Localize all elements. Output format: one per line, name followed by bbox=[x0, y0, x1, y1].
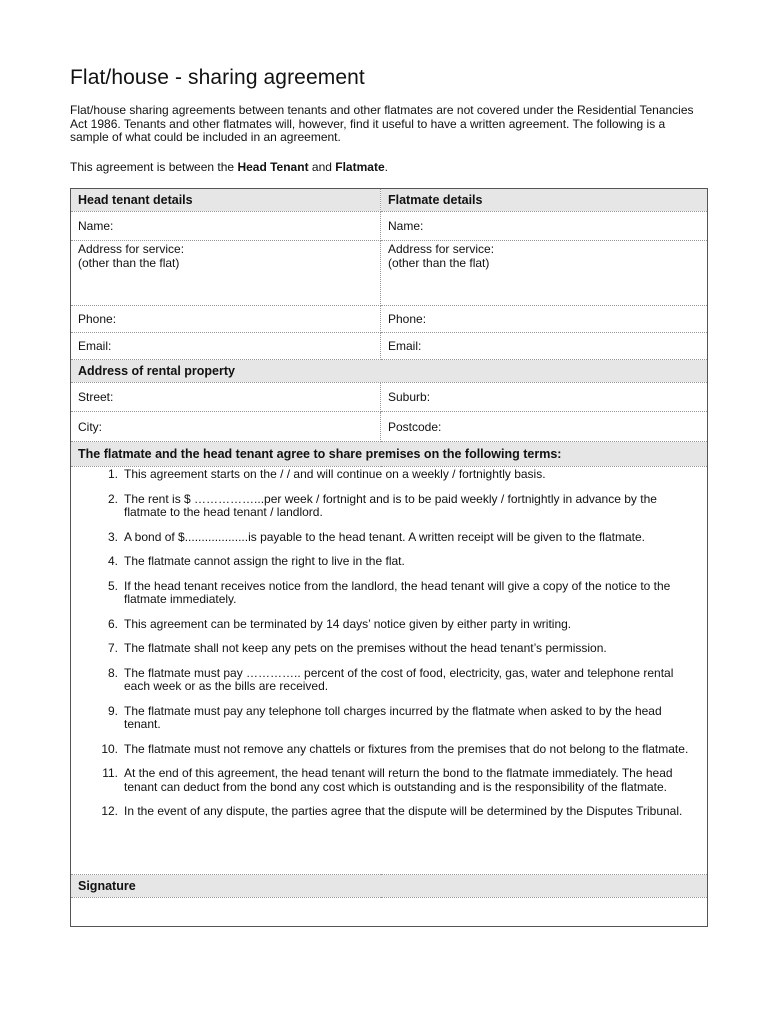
flatmate-name-label: Name: bbox=[388, 219, 424, 233]
term-number: 11. bbox=[102, 766, 118, 780]
term-text: The flatmate must pay ………….. percent of the cost of food, electricity, gas, water and telephone rental each week or as the bills are received. bbox=[124, 665, 674, 693]
term-number: 8. bbox=[107, 665, 118, 680]
term-item bbox=[78, 767, 700, 794]
flatmate-email-label: Email: bbox=[388, 339, 422, 353]
head-tenant-address-field[interactable] bbox=[71, 241, 381, 306]
page-title: Flat/house - sharing agreement bbox=[70, 66, 365, 89]
head-tenant-address-label: Address for service: bbox=[78, 242, 185, 256]
intro-paragraph: Flat/house sharing agreements between tenants and other flatmates are not covered under the Residential Tenancies Act 1986. Tenants and other flatmates will, however, find it useful to have a written agreement. The following is a sample of what could be included in an agreement. bbox=[70, 103, 694, 144]
term-text: The flatmate must pay any telephone toll charges incurred by the flatmate when asked to by the head tenant. bbox=[124, 703, 662, 731]
term-item bbox=[78, 705, 700, 732]
head-tenant-name-field[interactable] bbox=[71, 212, 381, 241]
term-number: 4. bbox=[107, 554, 118, 568]
term-item bbox=[78, 667, 700, 694]
term-item bbox=[78, 743, 700, 757]
term-number: 7. bbox=[107, 641, 118, 655]
suburb-field[interactable] bbox=[381, 383, 708, 412]
parties-prefix: This agreement is between the bbox=[70, 160, 238, 174]
head-tenant-email-field[interactable] bbox=[71, 333, 381, 360]
term-text: At the end of this agreement, the head tenant will return the bond to the flatmate immediately. The head tenant can deduct from the bond any cost which is outstanding and is the responsibility of the flatmate. bbox=[124, 766, 673, 794]
head-tenant-name-label: Name: bbox=[78, 219, 114, 233]
term-number: 12. bbox=[101, 804, 118, 818]
street-label: Street: bbox=[78, 390, 114, 404]
parties-statement bbox=[70, 160, 388, 174]
parties-and: and bbox=[308, 160, 336, 174]
flatmate-address-note: (other than the flat) bbox=[388, 256, 490, 270]
rental-property-heading: Address of rental property bbox=[71, 360, 708, 383]
head-tenant-term: Head Tenant bbox=[237, 160, 309, 174]
head-tenant-address-note: (other than the flat) bbox=[78, 256, 180, 270]
term-number: 3. bbox=[107, 529, 118, 544]
head-tenant-email-label: Email: bbox=[78, 339, 112, 353]
term-text: The flatmate shall not keep any pets on the premises without the head tenant’s permission. bbox=[124, 641, 607, 655]
term-text: In the event of any dispute, the parties agree that the dispute will be determined by the Disputes Tribunal. bbox=[124, 804, 683, 818]
head-tenant-details-heading: Head tenant details bbox=[71, 189, 381, 212]
term-item bbox=[78, 618, 700, 632]
term-number: 10. bbox=[101, 741, 118, 756]
city-label: City: bbox=[78, 419, 102, 434]
agreement-form bbox=[70, 188, 708, 927]
flatmate-term: Flatmate bbox=[335, 160, 385, 174]
flatmate-details-heading: Flatmate details bbox=[381, 189, 708, 212]
term-number: 5. bbox=[107, 578, 118, 593]
postcode-label: Postcode: bbox=[388, 419, 442, 434]
flatmate-address-label: Address for service: bbox=[388, 242, 495, 256]
head-tenant-phone-label: Phone: bbox=[78, 312, 117, 326]
flatmate-phone-label: Phone: bbox=[388, 312, 427, 326]
head-tenant-phone-field[interactable] bbox=[71, 306, 381, 333]
flatmate-email-field[interactable] bbox=[381, 333, 708, 360]
term-text: A bond of $...................is payable to the head tenant. A written receipt will be given to the flatmate. bbox=[124, 529, 645, 544]
flatmate-name-field[interactable] bbox=[381, 212, 708, 241]
term-item bbox=[78, 580, 700, 607]
term-item bbox=[78, 493, 700, 520]
suburb-label: Suburb: bbox=[388, 390, 431, 404]
city-field[interactable] bbox=[71, 412, 381, 442]
term-item bbox=[78, 805, 700, 819]
flatmate-address-field[interactable] bbox=[381, 241, 708, 306]
terms-heading: The flatmate and the head tenant agree to share premises on the following terms: bbox=[71, 442, 708, 467]
parties-suffix: . bbox=[384, 160, 388, 174]
terms-list bbox=[78, 468, 700, 819]
term-item bbox=[78, 468, 700, 482]
signature-field[interactable] bbox=[71, 898, 708, 927]
term-text: The rent is $ ……………...per week / fortnight and is to be paid weekly / fortnightly in advance by the flatmate to the head tenant / landlord. bbox=[124, 491, 657, 519]
street-field[interactable] bbox=[71, 383, 381, 412]
term-text: If the head tenant receives notice from the landlord, the head tenant will give a copy of the notice to the flatmate immediately. bbox=[124, 578, 671, 606]
term-number: 1. bbox=[107, 467, 118, 481]
term-item bbox=[78, 555, 700, 569]
flatmate-phone-field[interactable] bbox=[381, 306, 708, 333]
term-text: The flatmate cannot assign the right to live in the flat. bbox=[124, 554, 405, 568]
term-text: This agreement can be terminated by 14 days’ notice given by either party in writing. bbox=[124, 616, 572, 631]
term-number: 6. bbox=[107, 616, 118, 631]
term-item bbox=[78, 531, 700, 545]
postcode-field[interactable] bbox=[381, 412, 708, 442]
terms-list-cell bbox=[71, 467, 708, 875]
intro-text bbox=[70, 104, 706, 145]
term-item bbox=[78, 642, 700, 656]
term-number: 9. bbox=[107, 703, 118, 718]
term-number: 2. bbox=[107, 491, 118, 506]
signature-heading: Signature bbox=[71, 875, 708, 898]
term-text: The flatmate must not remove any chattels or fixtures from the premises that do not belong to the flatmate. bbox=[124, 741, 689, 756]
term-text: This agreement starts on the / / and will continue on a weekly / fortnightly basis. bbox=[124, 467, 546, 481]
